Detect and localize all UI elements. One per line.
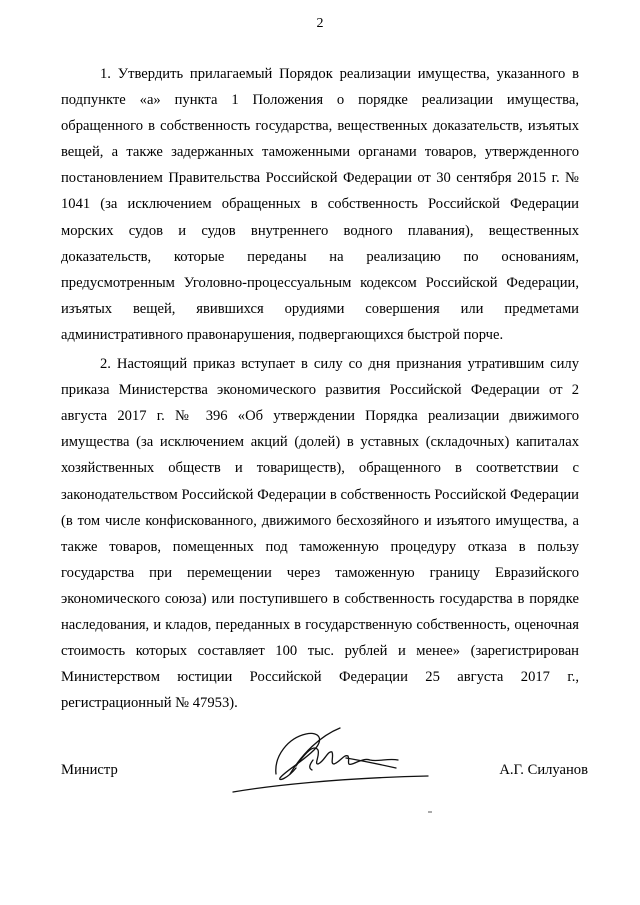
- page-number: 2: [316, 16, 324, 31]
- minister-title: Министр: [61, 762, 118, 778]
- handwritten-signature: [228, 716, 438, 836]
- paragraph-1: 1. Утвердить прилагаемый Порядок реализации имущества, указанного в подпункте «а» пункта 1 Положения о порядке реализации имущества, обращенного в собственность государства, вещественных доказательств, изъятых вещей, а также задержанных таможенными органами товаров, утвержденного постановлением Правительства Российской Федерации от 30 сентября 2015 г. № 1041 (за исключением обращенных в собственность Российской Федерации морских судов и судов внутреннего водного плавания), вещественных доказательств, которые переданы на реализацию по основаниям, предусмотренным Уголовно-процессуальным кодексом Российской Федерации, изъятых вещей, явившихся орудиями совершения или предметами административного правонарушения, подвергающихся быстрой порче.: [61, 66, 579, 343]
- minister-name: А.Г. Силуанов: [499, 762, 588, 778]
- paragraph-2: 2. Настоящий приказ вступает в силу со дня признания утратившим силу приказа Министерства экономического развития Российской Федерации от 2 августа 2017 г. № 396 «Об утверждении Порядка реализации движимого имущества (за исключением акций (долей) в уставных (складочных) капиталах хозяйственных обществ и товариществ), обращенного в соответствии с законодательством Российской Федерации в собственность Российской Федерации (в том числе конфискованного, движимого бесхозяйного и изъятого имущества, а также товаров, помещенных под таможенную процедуру отказа в пользу государства при перемещении через таможенную границу Евразийского экономического союза) или поступившего в собственность государства в порядке наследования, и кладов, переданных в государственную собственность, оценочная стоимость которых составляет 100 тыс. рублей и менее» (зарегистрирован Министерством юстиции Российской Федерации 25 августа 2017 г., регистрационный № 47953).: [61, 356, 579, 712]
- document-body: [61, 61, 579, 716]
